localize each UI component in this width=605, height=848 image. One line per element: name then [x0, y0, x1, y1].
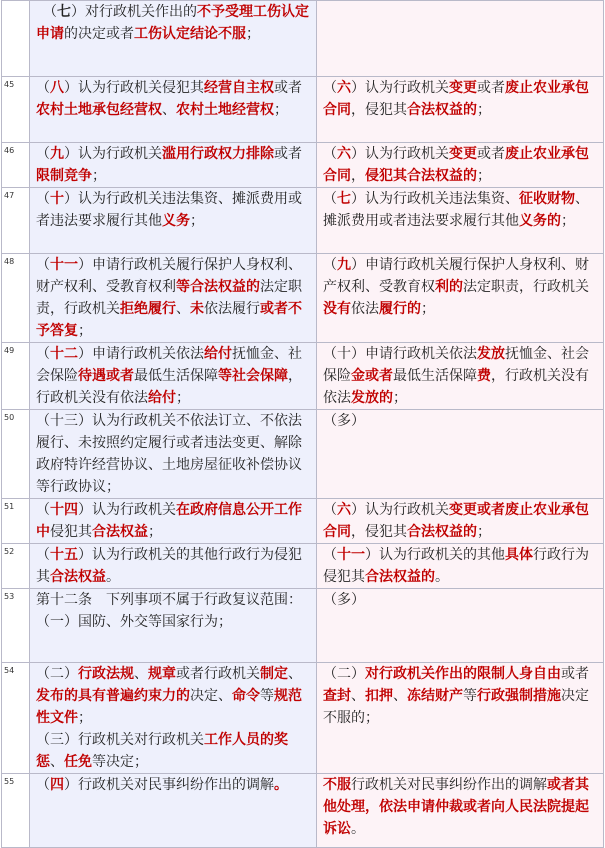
text-run: ； [78, 710, 92, 726]
old-text-cell [30, 1, 317, 77]
highlighted-text: 七 [337, 191, 351, 207]
paragraph-line [323, 254, 599, 320]
highlighted-text: 十五 [50, 547, 78, 563]
text-run: 最低生活保障 [393, 368, 477, 384]
text-run: （ [36, 146, 50, 162]
paragraph-line [36, 663, 312, 729]
text-run: ，行政机关没有依法 [323, 368, 589, 406]
highlighted-text: 行政强制措施 [477, 688, 561, 704]
highlighted-text: 十 [50, 191, 64, 207]
placeholder-text: （多） [323, 592, 365, 608]
text-run: ）申请行政机关履行保护人身权利、财产权利、受教育权 [323, 257, 589, 295]
old-text-cell [30, 143, 317, 188]
new-text-cell [317, 663, 604, 774]
old-text-cell [30, 188, 317, 254]
text-run: ）认为行政机关 [64, 146, 162, 162]
text-run: ）认为行政机关的其他 [365, 547, 505, 563]
paragraph-line [36, 343, 312, 409]
table-row [2, 143, 604, 188]
text-run: 或者 [274, 80, 302, 96]
row-number: 54 [2, 663, 30, 774]
highlighted-text: 合法权益的 [407, 102, 477, 118]
text-run: 。 [106, 569, 120, 585]
highlighted-text: 征收财物 [519, 191, 575, 207]
highlighted-text: 变更或者废止农业承包合同 [323, 502, 589, 540]
highlighted-text: 金或者 [351, 368, 393, 384]
paragraph-line [323, 188, 599, 232]
text-run: （ [36, 502, 50, 518]
row-number: 47 [2, 188, 30, 254]
highlighted-text: 十四 [50, 502, 78, 518]
text-run: 抚恤金、社会保险 [323, 346, 589, 384]
law-comparison-table [1, 0, 604, 848]
text-run: ； [274, 102, 288, 118]
table-row [2, 663, 604, 774]
paragraph-line [323, 343, 599, 409]
old-text-cell [30, 544, 317, 589]
text-run: （ [36, 80, 50, 96]
text-run: ； [421, 301, 435, 317]
table-row [2, 589, 604, 663]
text-run: （ [323, 191, 337, 207]
text-run: 或者行政机关 [176, 666, 260, 682]
text-run: 决定、 [190, 688, 232, 704]
highlighted-text: 或者不予答复 [36, 301, 302, 339]
comparison-table-body [2, 1, 604, 848]
highlighted-text: 作出的限制人身自由 [435, 666, 561, 682]
highlighted-text: 规章 [148, 666, 176, 682]
text-run: 行政行为侵犯其 [323, 547, 589, 585]
highlighted-text: 命令 [232, 688, 260, 704]
text-run: ， [351, 168, 365, 184]
paragraph-line [323, 499, 599, 543]
new-text-cell [317, 254, 604, 343]
highlighted-text: 待遇或者 [78, 368, 134, 384]
paragraph-line [323, 143, 599, 187]
highlighted-text: 等社会保障 [218, 368, 288, 384]
highlighted-text: 查封 [323, 688, 351, 704]
row-number [2, 1, 30, 77]
new-text-cell [317, 499, 604, 544]
new-text-cell [317, 410, 604, 499]
text-run: 最低生活保障 [134, 368, 218, 384]
text-run: （ [36, 547, 50, 563]
table-row [2, 499, 604, 544]
highlighted-text: 没有 [323, 301, 351, 317]
text-run: 抚恤金、社会保险 [36, 346, 302, 384]
text-run: ； [176, 390, 190, 406]
highlighted-text: 合法权益 [50, 569, 106, 585]
text-run: （一）国防、外交等国家行为； [36, 614, 232, 630]
highlighted-text: 合法权益的 [407, 524, 477, 540]
text-run: （二） [323, 666, 365, 682]
highlighted-text: 十二 [50, 346, 78, 362]
text-run: （ [323, 547, 337, 563]
text-run: （ [323, 502, 337, 518]
highlighted-text: 履行的 [379, 301, 421, 317]
text-run: 、 [288, 666, 302, 682]
highlighted-text: 。 [274, 777, 288, 793]
highlighted-text: 对行政机关 [365, 666, 435, 682]
highlighted-text: 不予受理工伤认定申请 [36, 4, 309, 42]
text-run: （十三）认为行政机关不依法订立、不依法履行、未按照约定履行或者违法变更、解除政府特许经营协议、土地房屋征收补偿协议等行政协议； [36, 413, 302, 495]
new-text-cell [317, 188, 604, 254]
text-run: ； [477, 168, 491, 184]
text-run: 。 [351, 821, 365, 837]
highlighted-text: 滥用行政权力排除 [162, 146, 274, 162]
row-number: 50 [2, 410, 30, 499]
highlighted-text: 或者其他处理，依法申请仲裁或者向人民法院提起诉讼 [323, 777, 589, 837]
highlighted-text: 义务 [162, 213, 190, 229]
new-text-cell [317, 544, 604, 589]
highlighted-text: 农村土地承包经营权 [36, 102, 162, 118]
text-run: 决定不服的； [323, 688, 589, 726]
text-run: 、 [134, 666, 148, 682]
paragraph-line [323, 544, 599, 588]
row-number: 53 [2, 589, 30, 663]
highlighted-text: 废止农业承包合同 [323, 80, 589, 118]
highlighted-text: 六 [337, 80, 351, 96]
table-row [2, 410, 604, 499]
highlighted-text: 发布的具有普遍约束力的 [36, 688, 190, 704]
highlighted-text: 具体 [505, 547, 533, 563]
placeholder-text: （多） [323, 413, 365, 429]
new-text-cell [317, 77, 604, 143]
old-text-cell [30, 77, 317, 143]
highlighted-text: 侵犯其合法权益的 [365, 168, 477, 184]
text-run: 行政机关对民事纠纷作出的调解 [351, 777, 547, 793]
text-run: 、摊派费用或者违法要求履行其他 [323, 191, 589, 229]
highlighted-text: 任免 [64, 754, 92, 770]
text-run: 法定职责，行政机关 [36, 279, 302, 317]
paragraph-line [36, 188, 312, 232]
table-row [2, 343, 604, 410]
text-run: ； [148, 524, 162, 540]
paragraph-line [36, 143, 312, 187]
text-run: ； [561, 213, 575, 229]
text-run: 等决定； [92, 754, 148, 770]
row-number: 52 [2, 544, 30, 589]
highlighted-text: 四 [50, 777, 64, 793]
new-text-cell [317, 143, 604, 188]
text-run: ，侵犯其 [351, 102, 407, 118]
text-run: ）行政机关对民事纠纷作出的调解 [64, 777, 274, 793]
text-run: ）认为行政机关的其他行政行为侵犯其 [36, 547, 302, 585]
text-run: ； [78, 323, 92, 339]
highlighted-text: 发放 [477, 346, 505, 362]
text-run: 第十二条 下列事项不属于行政复议范围： [36, 592, 302, 608]
paragraph-line [36, 1, 312, 45]
highlighted-text: 扣押 [365, 688, 393, 704]
text-run: 法定职责，行政机关 [463, 279, 589, 295]
highlighted-text: 十一 [337, 547, 365, 563]
table-row [2, 254, 604, 343]
text-run: 或者 [274, 146, 302, 162]
highlighted-text: 九 [50, 146, 64, 162]
highlighted-text: 规范性文件 [36, 688, 302, 726]
row-number: 48 [2, 254, 30, 343]
text-run: ，行政机关没有依法 [36, 368, 302, 406]
highlighted-text: 合法权益的 [365, 569, 435, 585]
highlighted-text: 拒绝履行 [120, 301, 176, 317]
text-run: 或者 [477, 80, 505, 96]
text-run: ）认为行政机关 [351, 146, 449, 162]
highlighted-text: 十一 [50, 257, 78, 273]
paragraph-line [323, 774, 599, 840]
new-text-cell [317, 589, 604, 663]
old-text-cell [30, 774, 317, 848]
text-run: ）认为行政机关侵犯其 [64, 80, 204, 96]
row-number: 45 [2, 77, 30, 143]
paragraph-line [36, 254, 312, 342]
text-run: ）认为行政机关 [78, 502, 176, 518]
text-run: ）认为行政机关违法集资、 [351, 191, 519, 207]
text-run: 等 [260, 688, 274, 704]
paragraph-line [323, 663, 599, 729]
table-row [2, 544, 604, 589]
text-run: 或者 [561, 666, 589, 682]
text-run: ）申请行政机关履行保护人身权利、财产权利、受教育权利 [36, 257, 302, 295]
text-run: 依法履行 [204, 301, 260, 317]
text-run: （二） [36, 666, 78, 682]
text-run: 、 [176, 301, 190, 317]
highlighted-text: 变更 [449, 146, 477, 162]
paragraph-line [36, 729, 312, 773]
text-run: （ [323, 257, 337, 273]
row-number: 46 [2, 143, 30, 188]
text-run: 七 [57, 4, 71, 20]
paragraph-line [323, 77, 599, 121]
highlighted-text: 八 [50, 80, 64, 96]
highlighted-text: 行政法规 [78, 666, 134, 682]
row-number: 49 [2, 343, 30, 410]
new-text-cell [317, 1, 604, 77]
new-text-cell [317, 774, 604, 848]
text-run: 。 [435, 569, 449, 585]
highlighted-text: 利的 [435, 279, 463, 295]
text-run: 依法 [351, 301, 379, 317]
text-run: （ [36, 257, 50, 273]
highlighted-text: 不服 [323, 777, 351, 793]
paragraph-line [36, 410, 312, 498]
text-run: 、 [393, 688, 407, 704]
highlighted-text: 给付 [204, 346, 232, 362]
old-text-cell [30, 499, 317, 544]
text-run: ； [477, 102, 491, 118]
row-number: 51 [2, 499, 30, 544]
text-run: （ [36, 4, 57, 20]
text-run: ）认为行政机关 [351, 80, 449, 96]
highlighted-text: 经营自主权 [204, 80, 274, 96]
old-text-cell [30, 343, 317, 410]
paragraph-line [36, 544, 312, 588]
paragraph-line [36, 499, 312, 543]
table-row [2, 188, 604, 254]
old-text-cell [30, 254, 317, 343]
text-run: 的决定或者 [64, 26, 134, 42]
row-number: 55 [2, 774, 30, 848]
text-run: ； [477, 524, 491, 540]
text-run: （十）申请行政机关依法 [323, 346, 477, 362]
highlighted-text: 发放的 [351, 390, 393, 406]
text-run: ； [246, 26, 260, 42]
text-run: （ [36, 191, 50, 207]
text-run: ）认为行政机关违法集资、摊派费用或者违法要求履行其他 [36, 191, 302, 229]
highlighted-text: 冻结财产 [407, 688, 463, 704]
new-text-cell [317, 343, 604, 410]
old-text-cell [30, 410, 317, 499]
text-run: ）申请行政机关依法 [78, 346, 204, 362]
highlighted-text: 未 [190, 301, 204, 317]
text-run: （ [323, 80, 337, 96]
text-run: 、 [351, 688, 365, 704]
text-run: 、 [50, 754, 64, 770]
text-run: 或者 [477, 146, 505, 162]
paragraph-line [36, 77, 312, 121]
table-row [2, 774, 604, 848]
highlighted-text: 义务的 [519, 213, 561, 229]
text-run: ； [92, 168, 106, 184]
paragraph-line [36, 589, 312, 611]
text-run: ）认为行政机关 [351, 502, 449, 518]
highlighted-text: 给付 [148, 390, 176, 406]
text-run: ； [393, 390, 407, 406]
highlighted-text: 变更 [449, 80, 477, 96]
text-run: ，侵犯其 [351, 524, 407, 540]
text-run: （三）行政机关对行政机关 [36, 732, 204, 748]
highlighted-text: 九 [337, 257, 351, 273]
highlighted-text: 工伤认定结论不服 [134, 26, 246, 42]
text-run: （ [323, 146, 337, 162]
highlighted-text: 合法权益 [92, 524, 148, 540]
paragraph-line [36, 611, 312, 633]
highlighted-text: 农村土地经营权 [176, 102, 274, 118]
highlighted-text: 工作人员的奖惩 [36, 732, 288, 770]
highlighted-text: 制定 [260, 666, 288, 682]
highlighted-text: 费 [477, 368, 491, 384]
highlighted-text: 等合法权益的 [176, 279, 260, 295]
text-run: （ [36, 346, 50, 362]
text-run: ）对行政机关作出的 [71, 4, 197, 20]
highlighted-text: 废止农业承包合同 [323, 146, 589, 184]
text-run: ； [190, 213, 204, 229]
text-run: 侵犯其 [50, 524, 92, 540]
highlighted-text: 限制竞争 [36, 168, 92, 184]
text-run: 等 [463, 688, 477, 704]
highlighted-text: 在政府信息公开工作中 [36, 502, 302, 540]
paragraph-line [36, 774, 312, 796]
highlighted-text: 六 [337, 502, 351, 518]
table-row [2, 1, 604, 77]
old-text-cell [30, 589, 317, 663]
old-text-cell [30, 663, 317, 774]
text-run: 、 [162, 102, 176, 118]
text-run: （ [36, 777, 50, 793]
highlighted-text: 六 [337, 146, 351, 162]
table-row [2, 77, 604, 143]
